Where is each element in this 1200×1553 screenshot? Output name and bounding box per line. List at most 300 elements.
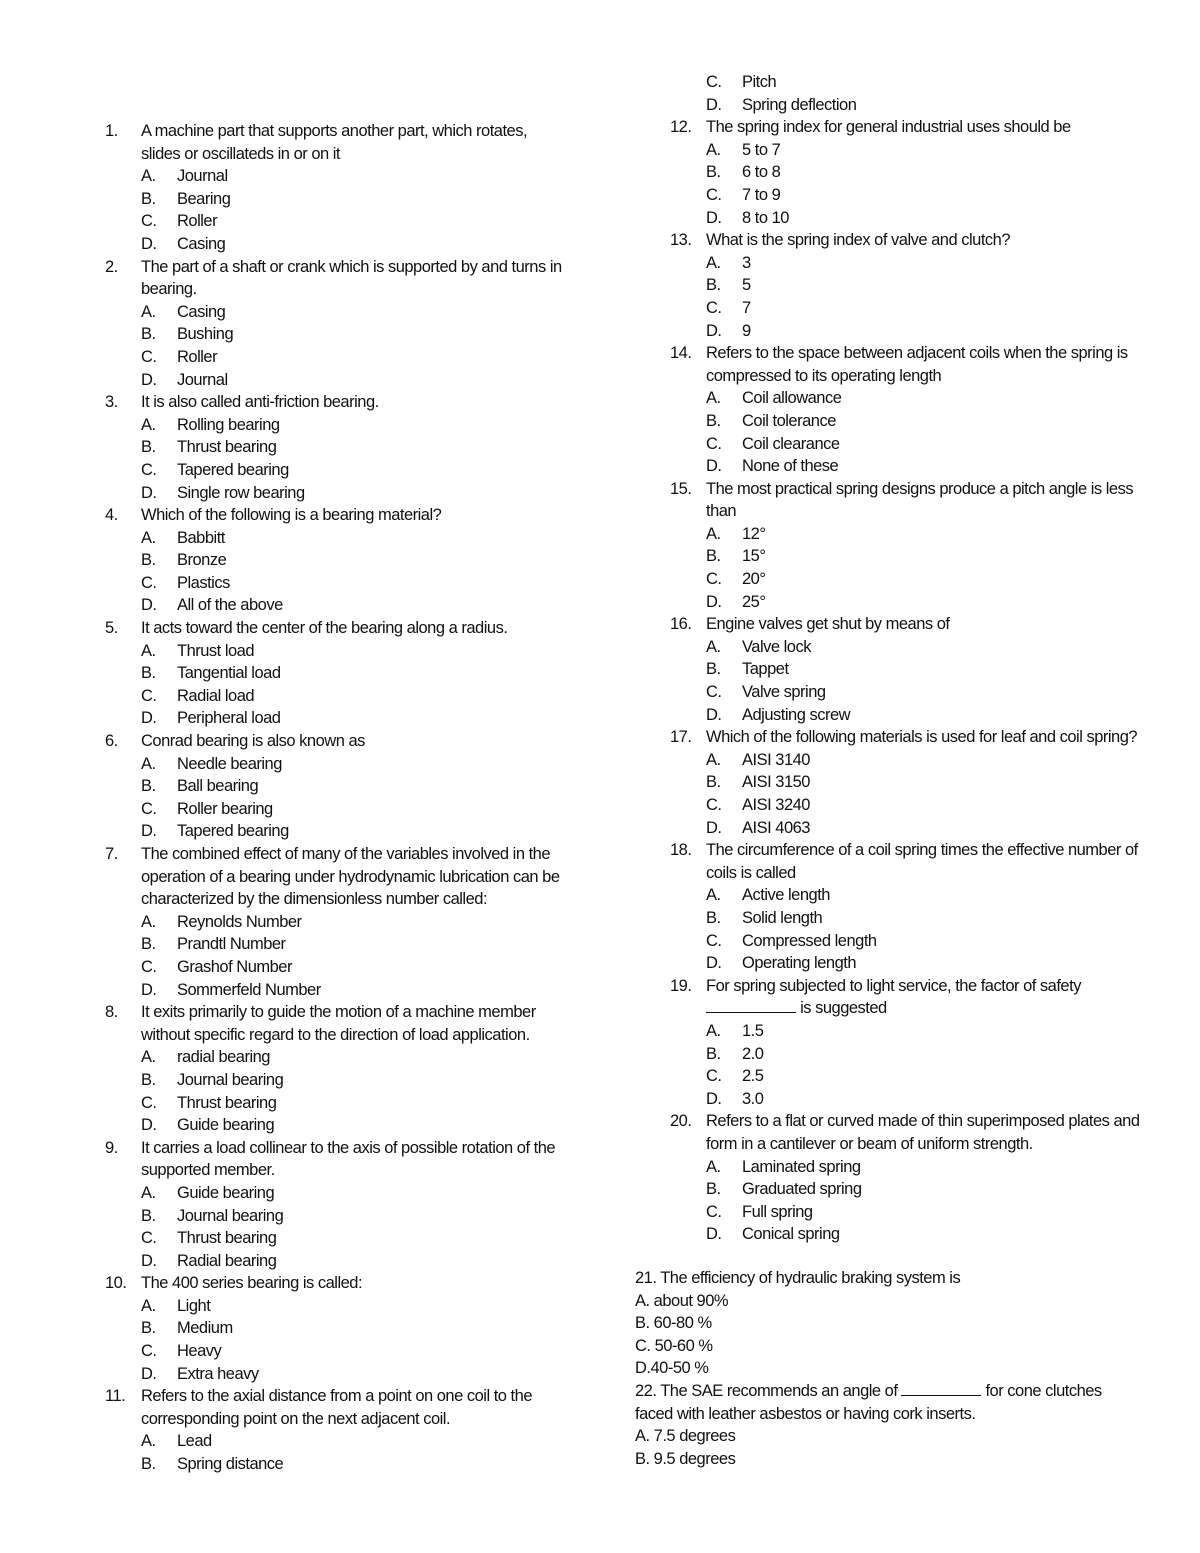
question-number: 2. [105, 257, 118, 276]
answer-option [105, 188, 565, 211]
option-letter: B. [706, 547, 721, 566]
answer-option [105, 753, 565, 776]
answer-option [670, 636, 1140, 659]
answer-option [105, 459, 565, 482]
question-item [105, 1137, 565, 1273]
option-letter: B. [706, 163, 721, 182]
question-stem [105, 617, 565, 640]
question-text [141, 1385, 565, 1430]
question-text-part: For spring subjected to light service, the factor of safety [706, 976, 1081, 995]
option-text: 5 to 7 [742, 140, 781, 159]
question-stem [105, 1385, 565, 1430]
option-letter: A. [706, 1021, 721, 1040]
answer-option [105, 979, 565, 1002]
option-letter: A. [141, 528, 156, 547]
question-text-part: It exits primarily to guide the motion of a machine member without specific regard to the direction of load application. [141, 1003, 536, 1044]
question-number: 17. [670, 728, 692, 747]
answer-option [670, 817, 1140, 840]
question-item [670, 839, 1140, 975]
option-letter: D. [141, 1364, 157, 1383]
question-stem [105, 504, 565, 527]
option-letter: A. [706, 253, 721, 272]
question-text-part: It is also called anti-friction bearing. [141, 393, 379, 412]
answer-option [670, 794, 1140, 817]
answer-option [670, 139, 1140, 162]
option-letter: D. [141, 483, 157, 502]
question-number: 15. [670, 479, 692, 498]
option-letter: D. [141, 370, 157, 389]
answer-option [105, 1363, 565, 1386]
answer-option [670, 184, 1140, 207]
option-letter: D. [706, 208, 722, 227]
answer-option [105, 233, 565, 256]
option-letter: D. [706, 818, 722, 837]
option-text: Sommerfeld Number [177, 980, 321, 999]
answer-option [670, 568, 1140, 591]
option-text: Thrust bearing [177, 1229, 277, 1248]
question-stem [670, 116, 1140, 139]
option-text: Full spring [742, 1202, 813, 1221]
option-text: Casing [177, 234, 226, 253]
option-text: Guide bearing [177, 1183, 275, 1202]
option-letter: B. [141, 935, 156, 954]
option-text: Coil allowance [742, 389, 842, 408]
option-letter: C. [706, 298, 722, 317]
option-text: Radial bearing [177, 1251, 277, 1270]
question-number: 19. [670, 976, 692, 995]
question-text-part: Conrad bearing is also known as [141, 732, 365, 751]
option-text: 3 [742, 253, 751, 272]
option-text: Valve lock [742, 637, 811, 656]
answer-option [670, 771, 1140, 794]
option-letter: A. [141, 302, 156, 321]
question-text-part: The combined effect of many of the variables involved in the operation of a bearing under hydrodynamic lubrication can be characterized by the dimensionless number called: [141, 845, 560, 909]
option-letter: D. [706, 954, 722, 973]
option-text: Tangential load [177, 664, 281, 683]
option-letter: D. [706, 1089, 722, 1108]
option-text: Active length [742, 886, 830, 905]
question-item [670, 229, 1140, 342]
question-text-part: What is the spring index of valve and clutch? [706, 231, 1011, 250]
answer-option [105, 1340, 565, 1363]
option-letter: A. [141, 1296, 156, 1315]
left-column [105, 120, 565, 1476]
option-text: Conical spring [742, 1225, 840, 1244]
question-text-part: Which of the following materials is used for leaf and coil spring? [706, 728, 1138, 747]
question-stem [105, 256, 565, 301]
option-text: Tapered bearing [177, 460, 289, 479]
option-text: Roller [177, 347, 218, 366]
option-letter: A. [141, 1183, 156, 1202]
question-item [105, 120, 565, 256]
question-text [706, 726, 1140, 749]
option-letter: B. [706, 1044, 721, 1063]
option-text: Babbitt [177, 528, 225, 547]
option-text: Extra heavy [177, 1364, 259, 1383]
answer-blank [706, 998, 796, 1013]
question-item [670, 613, 1140, 726]
answer-option [105, 1092, 565, 1115]
question-number: 13. [670, 231, 692, 250]
option-text: Plastics [177, 573, 230, 592]
answer-option [105, 549, 565, 572]
question-stem [105, 1272, 565, 1295]
question-text [141, 1272, 565, 1295]
answer-option [105, 527, 565, 550]
answer-option [670, 94, 1140, 117]
question-22-line2: faced with leather asbestos or having cork inserts. [635, 1404, 976, 1423]
answer-option [670, 433, 1140, 456]
question-item [105, 1385, 565, 1475]
option-letter: D. [141, 1116, 157, 1135]
answer-option [670, 1020, 1140, 1043]
question-stem [105, 843, 565, 911]
question-text-part: A machine part that supports another part, which rotates, slides or oscillateds in or on it [141, 122, 528, 163]
question-stem [670, 613, 1140, 636]
option-text: Guide bearing [177, 1116, 275, 1135]
answer-option [105, 956, 565, 979]
option-letter: A. [141, 167, 156, 186]
question-text-part: The spring index for general industrial uses should be [706, 118, 1071, 137]
answer-option [670, 884, 1140, 907]
question-item [670, 1110, 1140, 1246]
answer-option [105, 572, 565, 595]
option-text: 6 to 8 [742, 163, 781, 182]
option-letter: D. [706, 321, 722, 340]
answer-option [105, 1205, 565, 1228]
question-stem [670, 342, 1140, 387]
question-number: 20. [670, 1112, 692, 1131]
option-letter: B. [706, 908, 721, 927]
question-text-part: The most practical spring designs produce a pitch angle is less than [706, 479, 1134, 521]
answer-option [670, 252, 1140, 275]
answer-option [105, 1430, 565, 1453]
option-text: 12° [742, 524, 766, 543]
option-text: Spring distance [177, 1455, 284, 1474]
option-letter: B. [141, 551, 156, 570]
option-text: Journal [177, 167, 228, 186]
answer-option [105, 820, 565, 843]
answer-option [105, 414, 565, 437]
answer-option [105, 685, 565, 708]
option-letter: B. [141, 1455, 156, 1474]
option-text: Heavy [177, 1342, 222, 1361]
answer-option [105, 323, 565, 346]
option-text: Valve spring [742, 683, 826, 702]
answer-option [670, 749, 1140, 772]
question-text [141, 617, 565, 640]
q22-part2: for cone clutches [985, 1381, 1102, 1400]
question-number: 6. [105, 732, 118, 751]
option-letter: A. [706, 389, 721, 408]
question-text [706, 1110, 1140, 1155]
q21-option: C. 50-60 % [635, 1336, 713, 1355]
option-letter: D. [706, 705, 722, 724]
tail-questions [635, 1267, 1155, 1470]
option-letter: B. [706, 276, 721, 295]
question-text [706, 613, 1140, 636]
question-text [141, 120, 565, 165]
question-text-part: is suggested [800, 999, 887, 1018]
answer-option [670, 1178, 1140, 1201]
option-letter: C. [141, 347, 157, 366]
option-letter: B. [141, 1070, 156, 1089]
question-number: 9. [105, 1138, 118, 1157]
answer-option [105, 1317, 565, 1340]
question-item [670, 726, 1140, 839]
option-letter: A. [706, 637, 721, 656]
option-letter: A. [141, 912, 156, 931]
right-column [670, 71, 1140, 1246]
answer-option [105, 301, 565, 324]
question-11-continuation [670, 71, 1140, 116]
question-stem [105, 730, 565, 753]
question-22-text [635, 1380, 1155, 1403]
answer-option [105, 911, 565, 934]
option-letter: C. [706, 434, 722, 453]
option-letter: A. [141, 641, 156, 660]
question-text-part: The circumference of a coil spring times the effective number of coils is called [706, 841, 1138, 882]
option-text: Compressed length [742, 931, 877, 950]
question-text [141, 1137, 565, 1182]
option-letter: A. [141, 415, 156, 434]
option-text: Tappet [742, 660, 789, 679]
option-letter: C. [706, 73, 722, 91]
question-number: 8. [105, 1003, 118, 1022]
question-item [670, 975, 1140, 1111]
answer-option [670, 681, 1140, 704]
option-text: AISI 3140 [742, 750, 810, 769]
answer-option [105, 369, 565, 392]
question-item [105, 843, 565, 1001]
option-letter: B. [141, 1319, 156, 1338]
option-text: Coil tolerance [742, 411, 836, 430]
question-item [105, 730, 565, 843]
option-letter: D. [706, 95, 722, 114]
question-text [141, 504, 565, 527]
question-text-part: Engine valves get shut by means of [706, 615, 950, 634]
answer-option [670, 410, 1140, 433]
option-letter: C. [141, 957, 157, 976]
option-letter: B. [706, 1180, 721, 1199]
option-text: Graduated spring [742, 1180, 862, 1199]
option-text: 7 [742, 298, 751, 317]
option-text: Peripheral load [177, 709, 281, 728]
question-text-part: Which of the following is a bearing material? [141, 506, 442, 525]
option-text: 9 [742, 321, 751, 340]
option-text: All of the above [177, 596, 283, 615]
question-text [141, 1001, 565, 1046]
option-letter: D. [706, 592, 722, 611]
option-letter: D. [141, 709, 157, 728]
q22-option: B. 9.5 degrees [635, 1449, 736, 1468]
option-text: Medium [177, 1319, 233, 1338]
question-stem [105, 120, 565, 165]
question-number: 3. [105, 393, 118, 412]
answer-option [105, 346, 565, 369]
option-letter: A. [141, 1432, 156, 1451]
option-text: Operating length [742, 954, 857, 973]
option-letter: C. [141, 460, 157, 479]
answer-option [670, 952, 1140, 975]
option-text: Journal bearing [177, 1206, 284, 1225]
answer-option [105, 1227, 565, 1250]
answer-option [105, 1182, 565, 1205]
answer-option [670, 1223, 1140, 1246]
question-text-part: It carries a load collinear to the axis of possible rotation of the supported member. [141, 1138, 556, 1180]
question-stem [105, 1137, 565, 1182]
option-text: AISI 4063 [742, 818, 810, 837]
option-text: AISI 3240 [742, 796, 810, 814]
option-text: 2.5 [742, 1067, 764, 1086]
question-number: 4. [105, 506, 118, 525]
option-text: 3.0 [742, 1089, 764, 1108]
answer-option [105, 1295, 565, 1318]
answer-option [105, 1114, 565, 1137]
answer-option [670, 297, 1140, 320]
question-text [706, 229, 1140, 252]
question-text [141, 391, 565, 414]
option-letter: B. [141, 189, 156, 208]
question-text [141, 256, 565, 301]
question-stem [670, 229, 1140, 252]
option-letter: C. [706, 185, 722, 204]
question-text [706, 975, 1140, 1020]
option-text: Spring deflection [742, 95, 857, 114]
question-stem [670, 1110, 1140, 1155]
option-letter: B. [141, 438, 156, 457]
question-text-part: It acts toward the center of the bearing along a radius. [141, 619, 508, 638]
question-number: 11. [105, 1387, 126, 1406]
answer-option [670, 1156, 1140, 1179]
question-item [105, 504, 565, 617]
option-text: Casing [177, 302, 226, 321]
option-text: Roller [177, 212, 218, 231]
answer-option [670, 320, 1140, 343]
option-letter: A. [706, 1157, 721, 1176]
answer-option [105, 1453, 565, 1476]
option-text: Prandtl Number [177, 935, 286, 954]
option-letter: C. [706, 796, 722, 814]
question-number: 10. [105, 1274, 127, 1293]
option-letter: A. [706, 886, 721, 905]
option-letter: C. [141, 212, 157, 231]
option-text: Adjusting screw [742, 705, 851, 724]
answer-option [105, 1250, 565, 1273]
answer-option [105, 482, 565, 505]
option-text: Rolling bearing [177, 415, 280, 434]
answer-option [670, 1088, 1140, 1111]
option-letter: A. [706, 750, 721, 769]
question-item [105, 391, 565, 504]
q21-option: B. 60-80 % [635, 1314, 712, 1333]
answer-option [670, 1065, 1140, 1088]
answer-option [670, 658, 1140, 681]
option-text: 2.0 [742, 1044, 764, 1063]
option-letter: C. [706, 1067, 722, 1086]
option-letter: B. [706, 773, 721, 792]
answer-blank [901, 1381, 981, 1396]
option-letter: B. [141, 325, 156, 344]
option-text: Thrust load [177, 641, 255, 660]
answer-option [105, 210, 565, 233]
option-text: Lead [177, 1432, 212, 1451]
option-letter: A. [706, 140, 721, 159]
question-item [670, 342, 1140, 478]
option-text: radial bearing [177, 1048, 270, 1067]
question-number: 18. [670, 841, 692, 860]
option-text: 25° [742, 592, 766, 611]
option-text: Tapered bearing [177, 822, 289, 841]
q21-option: A. about 90% [635, 1291, 729, 1310]
option-text: Thrust bearing [177, 1093, 277, 1112]
option-text: Needle bearing [177, 754, 282, 773]
question-stem [105, 391, 565, 414]
option-text: Single row bearing [177, 483, 305, 502]
question-item [670, 478, 1140, 614]
option-letter: C. [141, 1342, 157, 1361]
option-text: Journal bearing [177, 1070, 284, 1089]
option-letter: C. [141, 573, 157, 592]
option-letter: C. [706, 570, 722, 589]
option-text: Journal [177, 370, 228, 389]
answer-option [105, 798, 565, 821]
option-letter: D. [141, 822, 157, 841]
answer-option [105, 436, 565, 459]
answer-option [670, 704, 1140, 727]
option-letter: B. [706, 411, 721, 430]
q21-option: D.40-50 % [635, 1359, 709, 1378]
answer-option [670, 523, 1140, 546]
answer-option [670, 387, 1140, 410]
option-letter: D. [141, 980, 157, 999]
option-text: Bushing [177, 325, 234, 344]
question-stem [105, 1001, 565, 1046]
question-item [105, 617, 565, 730]
option-text: 15° [742, 547, 766, 566]
option-letter: C. [706, 931, 722, 950]
answer-option [670, 591, 1140, 614]
question-number: 12. [670, 118, 692, 137]
answer-option [670, 161, 1140, 184]
option-text: 1.5 [742, 1021, 764, 1040]
option-letter: C. [141, 799, 157, 818]
option-letter: C. [141, 686, 157, 705]
answer-option [670, 1043, 1140, 1066]
question-item [105, 256, 565, 392]
answer-option [670, 907, 1140, 930]
option-letter: D. [141, 1251, 157, 1270]
question-item [105, 1001, 565, 1137]
answer-option [670, 930, 1140, 953]
answer-option [105, 1046, 565, 1069]
question-stem [670, 478, 1140, 523]
question-text [706, 116, 1140, 139]
option-text: Bronze [177, 551, 227, 570]
option-text: Bearing [177, 189, 231, 208]
question-item [105, 1272, 565, 1385]
option-letter: D. [706, 1225, 722, 1244]
answer-option [105, 640, 565, 663]
answer-option [105, 594, 565, 617]
answer-option [105, 775, 565, 798]
question-number: 1. [105, 122, 118, 140]
option-letter: C. [706, 1202, 722, 1221]
question-text-part: Refers to the axial distance from a point on one coil to the corresponding point on the next adjacent coil. [141, 1387, 532, 1428]
question-text [706, 342, 1140, 387]
option-text: Radial load [177, 686, 255, 705]
option-text: 5 [742, 276, 751, 295]
